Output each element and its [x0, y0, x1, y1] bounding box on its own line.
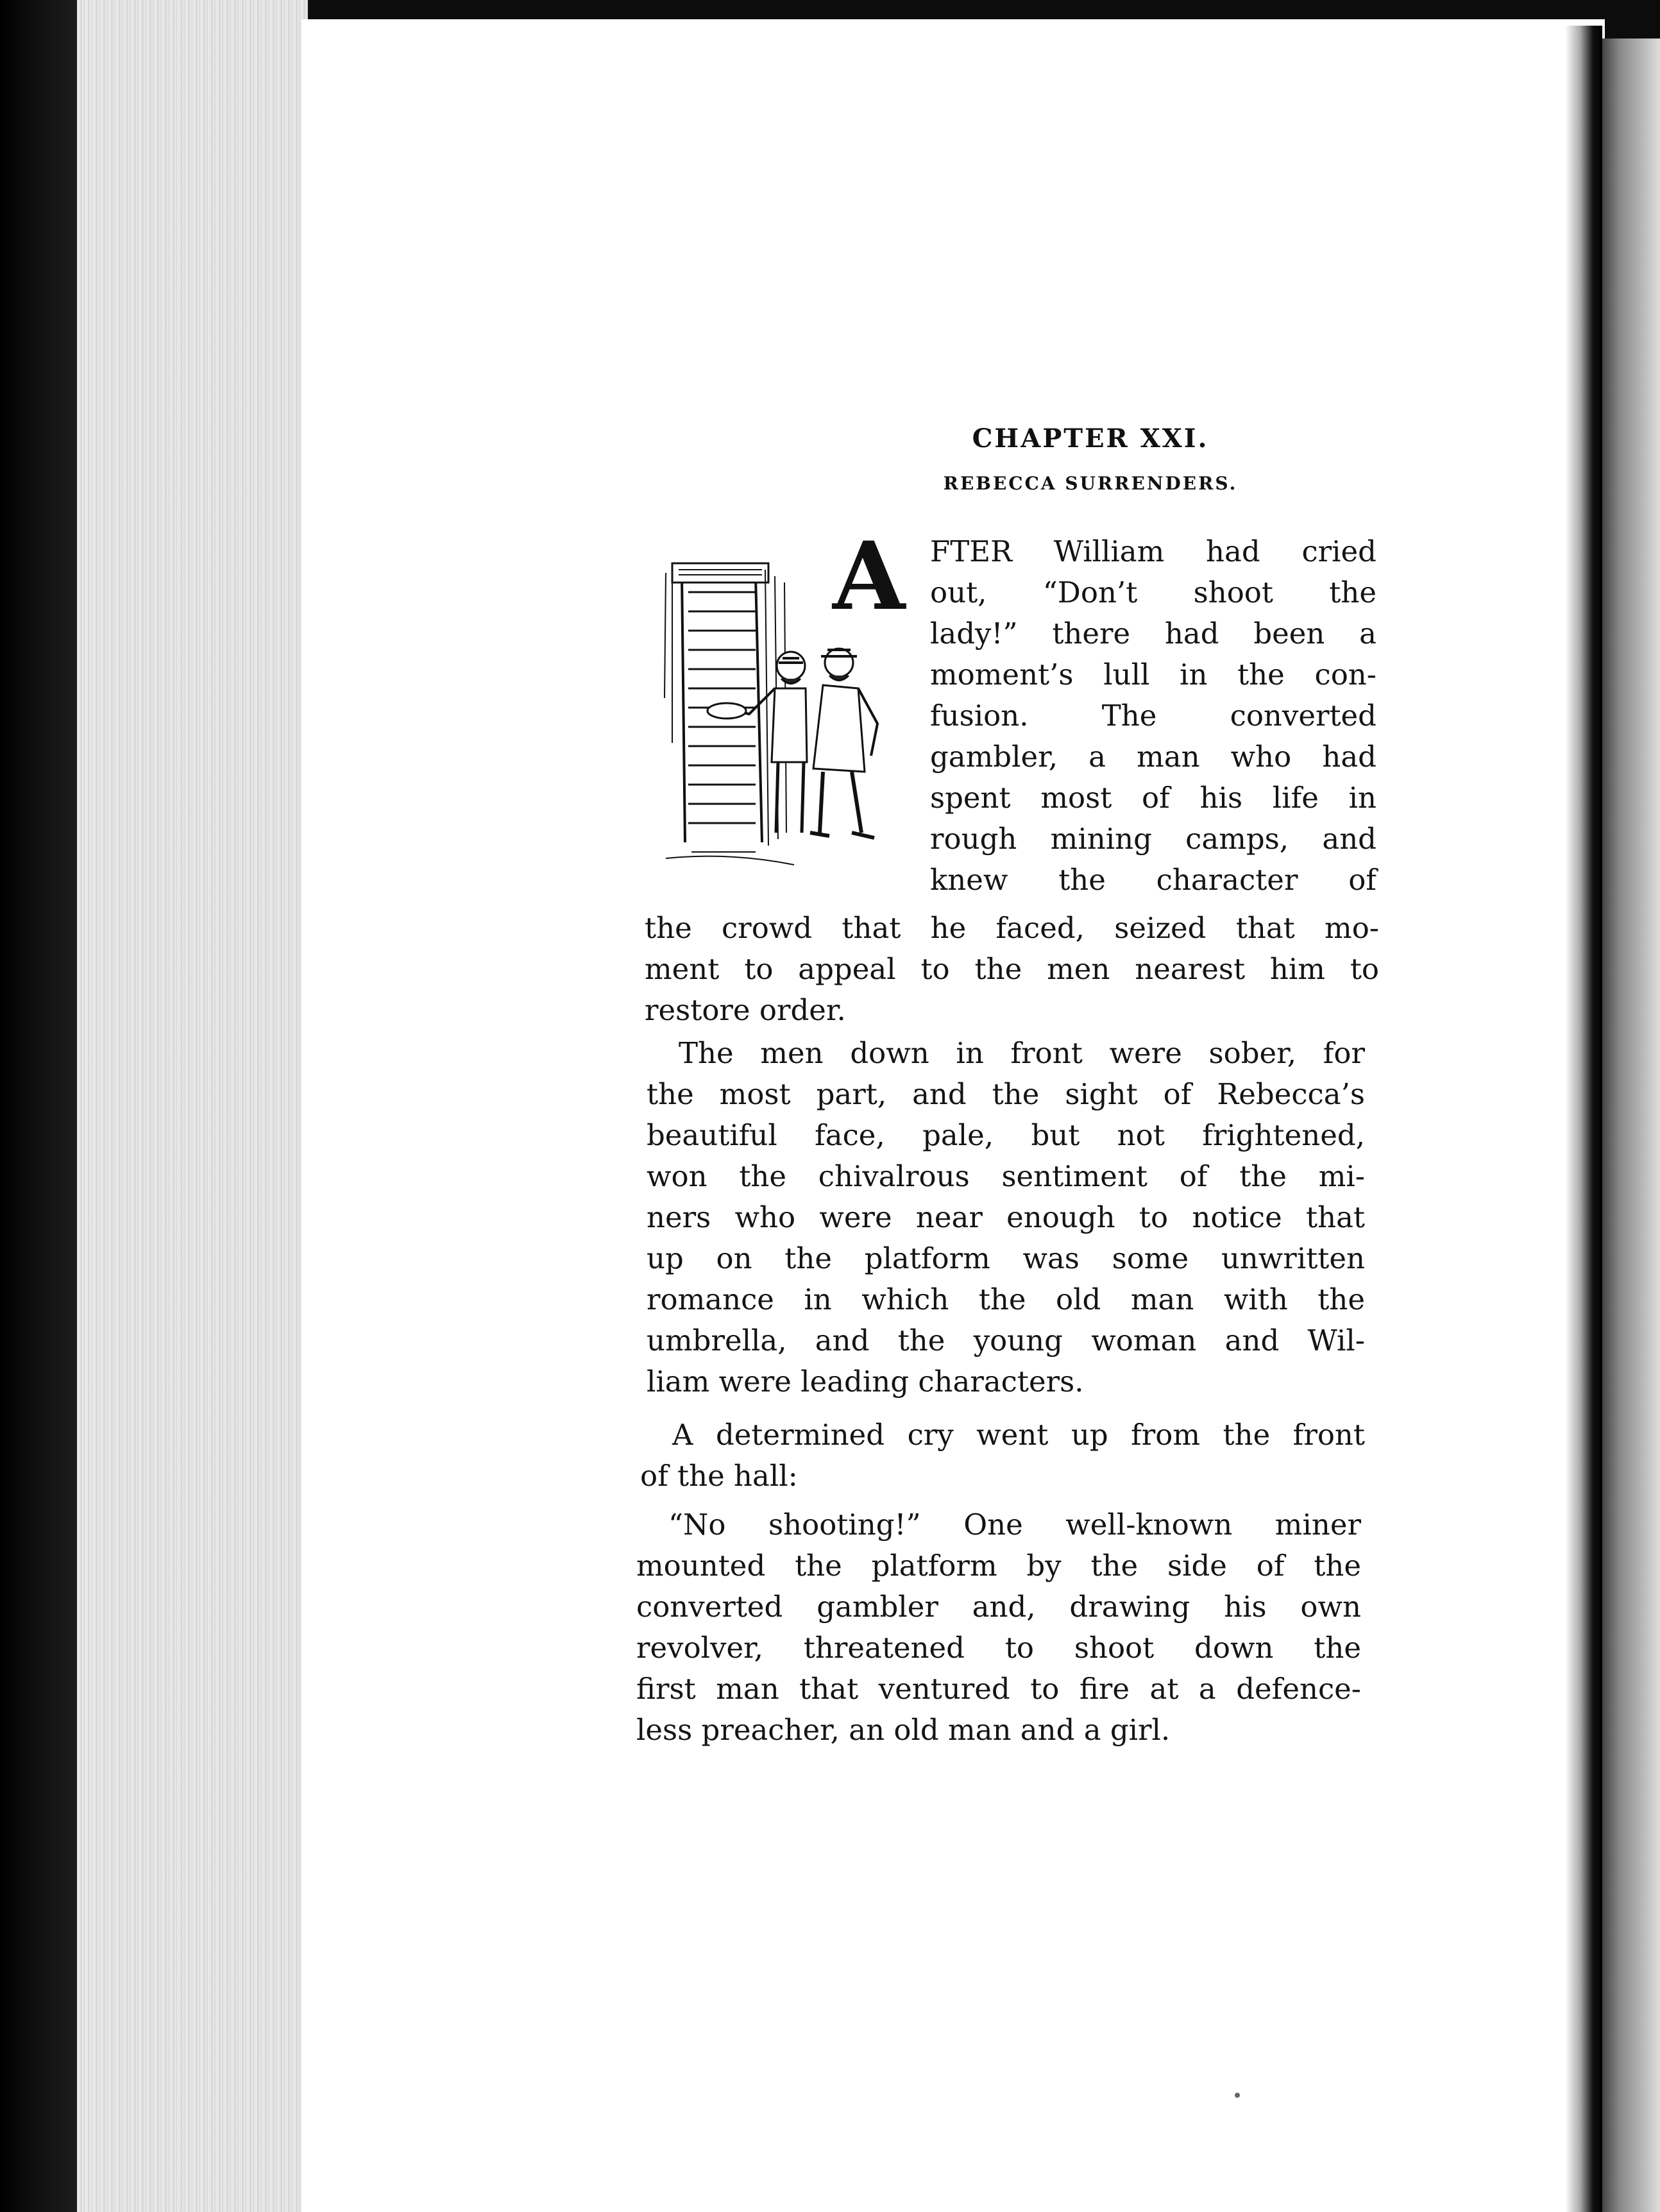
scan-speck	[1235, 2093, 1240, 2098]
chapter-heading	[770, 423, 1411, 494]
miners-at-door-icon	[653, 550, 910, 871]
paragraph-1-continued	[645, 908, 1379, 1031]
text-line: moment’s lull in the con-	[930, 658, 1376, 692]
text-line: A determined cry went up from the front	[672, 1418, 1365, 1452]
text-line: rough mining camps, and	[930, 822, 1376, 856]
text-line: the crowd that he faced, seized that mo-	[645, 911, 1379, 945]
text-line: mounted the platform by the side of the	[636, 1549, 1361, 1583]
chapter-number: CHAPTER XXI.	[972, 423, 1209, 454]
text-line: of the hall:	[640, 1459, 798, 1493]
text-line: spent most of his life in	[930, 781, 1376, 815]
paragraph-3	[640, 1415, 1365, 1497]
gutter-shadow	[1565, 26, 1602, 2212]
text-line: ners who were near enough to notice that	[647, 1200, 1365, 1234]
text-line: won the chivalrous sentiment of the mi-	[647, 1159, 1365, 1193]
text-line: restore order.	[645, 993, 846, 1027]
text-line: less preacher, an old man and a girl.	[636, 1713, 1171, 1747]
drop-cap: A	[833, 522, 906, 631]
text-line: first man that ventured to fire at a defence-	[636, 1672, 1361, 1706]
facing-page-edge	[1602, 38, 1660, 2212]
text-line: The men down in front were sober, for	[679, 1036, 1365, 1070]
text-line: fusion. The converted	[930, 699, 1376, 733]
text-line: ment to appeal to the men nearest him to	[645, 952, 1379, 986]
text-line: “No shooting!” One well-known miner	[668, 1508, 1361, 1542]
paragraph-2	[647, 1033, 1365, 1402]
text-line: liam were leading characters.	[647, 1365, 1084, 1399]
text-line: out, “Don’t shoot the	[930, 575, 1376, 609]
chapter-title: REBECCA SURRENDERS.	[943, 473, 1238, 494]
text-line: beautiful face, pale, but not frightened,	[647, 1118, 1365, 1152]
text-line: up on the platform was some unwritten	[647, 1241, 1365, 1275]
paragraph-1-wrapped	[930, 531, 1376, 901]
text-line: converted gambler and, drawing his own	[636, 1590, 1361, 1624]
paragraph-4	[636, 1504, 1361, 1751]
text-line: knew the character of	[930, 863, 1376, 897]
text-line: romance in which the old man with the	[647, 1282, 1365, 1316]
text-line: FTER William had cried	[930, 534, 1376, 568]
text-line: revolver, threatened to shoot down the	[636, 1631, 1361, 1665]
text-line: the most part, and the sight of Rebecca’s	[647, 1077, 1365, 1111]
text-line: umbrella, and the young woman and Wil-	[647, 1323, 1365, 1357]
text-line: gambler, a man who had	[930, 740, 1376, 774]
stacked-page-edges	[77, 0, 308, 2212]
text-line: lady!” there had been a	[930, 617, 1376, 651]
